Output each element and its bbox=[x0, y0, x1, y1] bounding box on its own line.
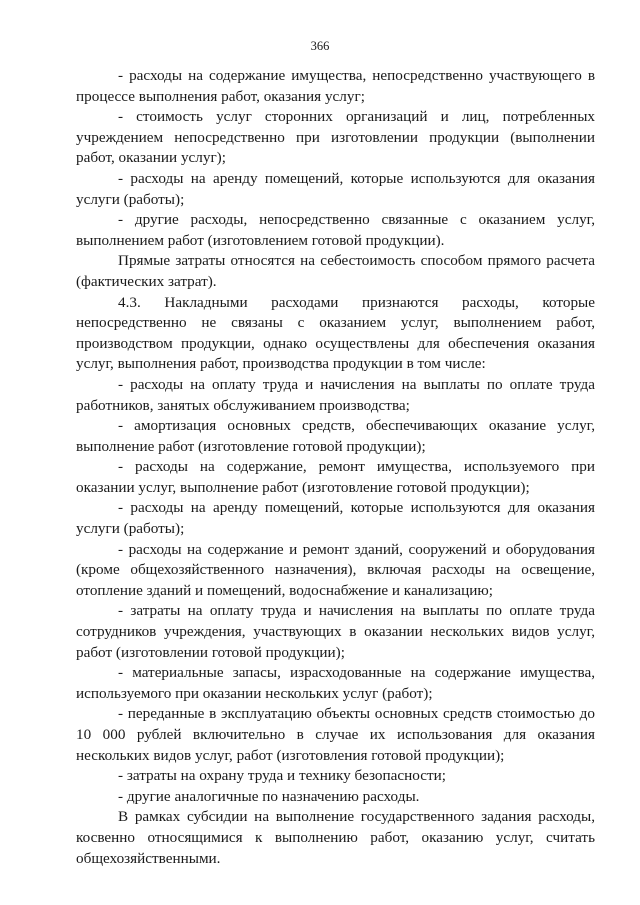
paragraph-premises-rent: - расходы на аренду помещений, которые используются для оказания услуги (работы); bbox=[76, 169, 595, 208]
paragraph-low-value-fixed-assets: - переданные в эксплуатацию объекты основных средств стоимостью до 10 000 рублей включительно в случае их использования для оказания нескольких видов услуг, работ (изготовления готовой продукции); bbox=[76, 705, 595, 764]
paragraph-shared-staff-wages: - затраты на оплату труда и начисления на выплаты по оплате труда сотрудников учреждения, участвующих в оказании нескольких видов услуг, работ (изготовлении готовой продукции); bbox=[76, 602, 595, 661]
paragraph-direct-costs-method: Прямые затраты относятся на себестоимость способом прямого расчета (фактических затрат). bbox=[76, 252, 595, 290]
paragraph-repair-costs: - расходы на содержание, ремонт имущества, используемого при оказании услуг, выполнение работ (изготовление готовой продукции); bbox=[76, 458, 595, 496]
paragraph-labor-safety: - затраты на охрану труда и технику безопасности; bbox=[118, 767, 446, 785]
paragraph-other-similar-costs: - другие аналогичные по назначению расходы. bbox=[118, 787, 420, 805]
paragraph-general-business-costs: В рамках субсидии на выполнение государственного задания расходы, косвенно относящимися к выполнению работ, оказанию услуг, считать общехозяйственными. bbox=[76, 808, 595, 867]
paragraph-section-4-3: 4.3. Накладными расходами признаются расходы, которые непосредственно не связаны с оказанием услуг, выполнением работ, производством продукции, однако осуществлены для обеспечения оказания услуг, выполнения работ, производства продукции в том числе: bbox=[76, 293, 595, 373]
paragraph-buildings-maintenance: - расходы на содержание и ремонт зданий, сооружений и оборудования (кроме общехозяйственного назначения), включая расходы на освещение, отопление зданий и помещений, водоснабжение и канализацию; bbox=[76, 540, 595, 599]
paragraph-third-party-services: - стоимость услуг сторонних организаций и лиц, потребленных учреждением непосредственно при изготовлении продукции (выполнении работ, оказании услуг); bbox=[76, 108, 595, 167]
paragraph-depreciation: - амортизация основных средств, обеспечивающих оказание услуг, выполнение работ (изготовление готовой продукции); bbox=[76, 417, 595, 455]
page-number: 366 bbox=[310, 39, 330, 53]
document-body bbox=[76, 66, 595, 869]
paragraph-premises-rent-overhead: - расходы на аренду помещений, которые используются для оказания услуги (работы); bbox=[76, 499, 595, 538]
paragraph-property-maintenance-costs: - расходы на содержание имущества, непосредственно участвующего в процессе выполнения работ, оказания услуг; bbox=[76, 67, 595, 105]
paragraph-material-stocks: - материальные запасы, израсходованные на содержание имущества, используемого при оказании нескольких услуг (работ); bbox=[76, 664, 595, 702]
paragraph-other-direct-costs: - другие расходы, непосредственно связанные с оказанием услуг, выполнением работ (изготовлением готовой продукции). bbox=[76, 211, 595, 249]
paragraph-production-staff-wages: - расходы на оплату труда и начисления на выплаты по оплате труда работников, занятых обслуживанием производства; bbox=[76, 375, 595, 414]
